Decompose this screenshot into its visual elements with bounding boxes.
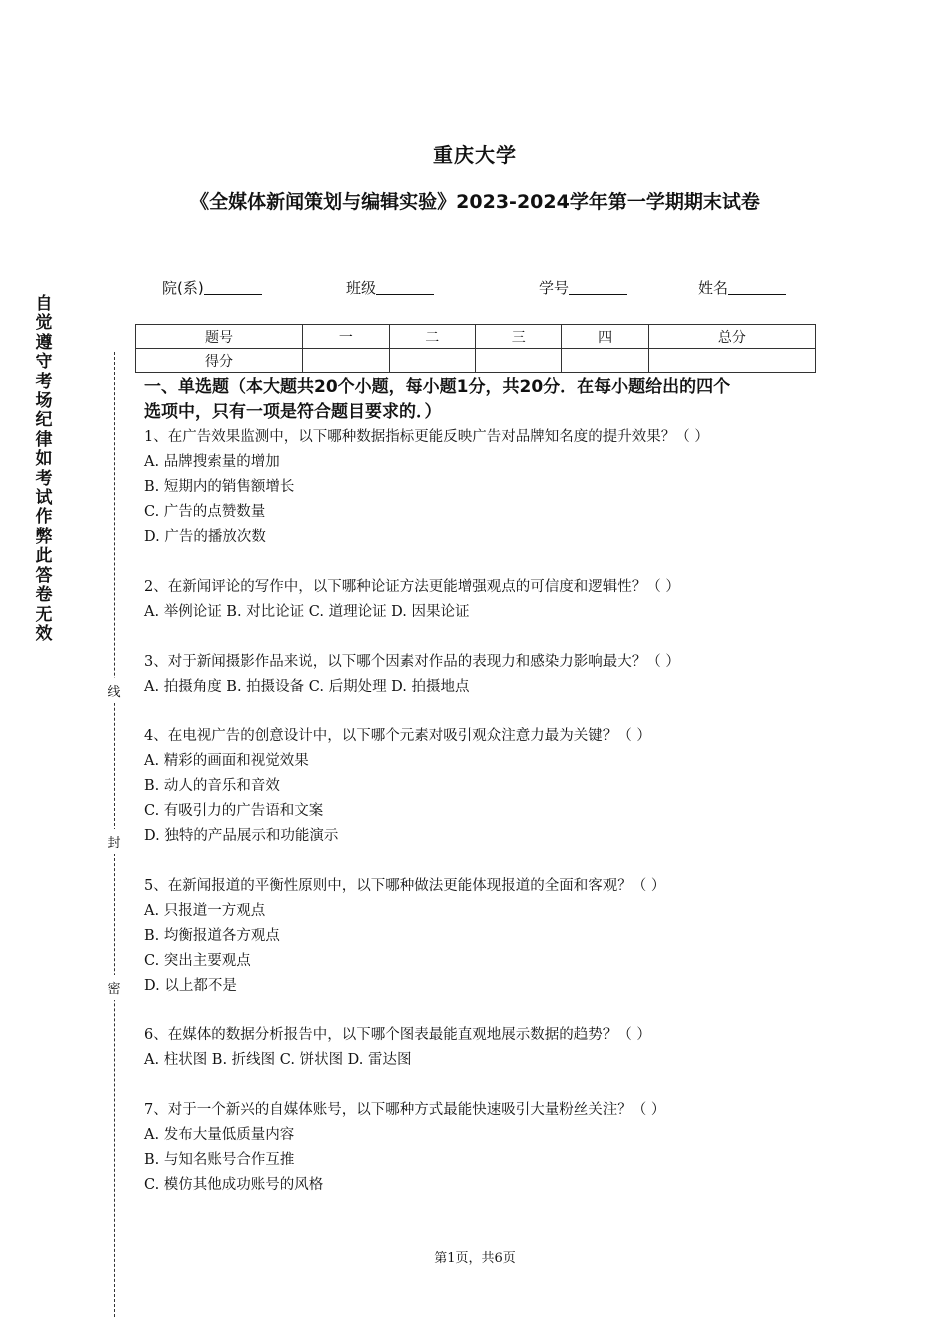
student-id-field [539,277,627,298]
score-table-cell: 总分 [648,325,815,349]
score-cell [648,349,815,373]
class-label: 班级 [346,279,377,297]
department-blank [204,280,262,295]
question-stem: 4、在电视广告的创意设计中，以下哪个元素对吸引观众注意力最为关键？（ ） [144,728,651,744]
question-option: C. 突出主要观点 [144,953,251,969]
question-3 [144,650,844,700]
student-id-label: 学号 [539,279,570,297]
question-4 [144,724,844,849]
score-table [135,324,816,373]
question-stem: 5、在新闻报道的平衡性原则中，以下哪种做法更能体现报道的全面和客观？（ ） [144,878,666,894]
question-option: B. 均衡报道各方观点 [144,928,280,944]
question-option: D. 独特的产品展示和功能演示 [144,828,339,844]
question-option: B. 短期内的销售额增长 [144,479,295,495]
score-table-cell: 二 [389,325,475,349]
score-table-cell: 题号 [136,325,303,349]
question-option: D. 广告的播放次数 [144,529,266,545]
score-table-cell: 三 [475,325,561,349]
question-1 [144,425,844,550]
section-heading [144,375,819,425]
seal-mark-secret: 密 [106,975,122,1000]
question-stem: 3、对于新闻摄影作品来说，以下哪个因素对作品的表现力和感染力影响最大？（ ） [144,654,680,670]
score-row-label: 得分 [136,349,303,373]
question-option: C. 模仿其他成功账号的风格 [144,1177,324,1193]
question-option: C. 广告的点赞数量 [144,504,266,520]
question-option: A. 只报道一方观点 [144,903,266,919]
university-name: 重庆大学 [433,143,517,167]
question-option: A. 发布大量低质量内容 [144,1127,295,1143]
question-2 [144,575,844,625]
score-cell [562,349,648,373]
name-blank [728,280,786,295]
section-heading-line: 选项中，只有一项是符合题目要求的．） [144,402,442,422]
exam-discipline-notice: 自觉遵守考场纪律如考试作弊此答卷无效 [35,294,53,644]
score-table-cell: 一 [303,325,389,349]
seal-mark-line: 线 [106,678,122,703]
score-cell [389,349,475,373]
name-field [698,277,786,298]
score-table-score-row [136,349,816,373]
score-cell [475,349,561,373]
page-footer: 第1页，共6页 [434,1251,516,1266]
score-table-header-row [136,325,816,349]
question-5 [144,874,844,999]
name-label: 姓名 [698,279,729,297]
question-option: B. 与知名账号合作互推 [144,1152,295,1168]
question-7 [144,1098,844,1198]
department-field [162,277,262,298]
department-label: 院(系) [162,279,204,297]
question-option: A. 拍摄角度 B. 拍摄设备 C. 后期处理 D. 拍摄地点 [144,679,470,695]
section-heading-line: 一、单选题（本大题共20个小题，每小题1分，共20分．在每小题给出的四个 [144,377,731,397]
score-table-cell: 四 [562,325,648,349]
question-option: A. 品牌搜索量的增加 [144,454,280,470]
class-field [346,277,434,298]
class-blank [376,280,434,295]
question-stem: 7、对于一个新兴的自媒体账号，以下哪种方式最能快速吸引大量粉丝关注？（ ） [144,1102,666,1118]
exam-title: 《全媒体新闻策划与编辑实验》2023-2024学年第一学期期末试卷 [190,191,760,213]
question-option: C. 有吸引力的广告语和文案 [144,803,324,819]
student-id-blank [569,280,627,295]
question-stem: 6、在媒体的数据分析报告中，以下哪个图表最能直观地展示数据的趋势？（ ） [144,1027,651,1043]
seal-mark-seal: 封 [106,829,122,854]
question-option: A. 柱状图 B. 折线图 C. 饼状图 D. 雷达图 [144,1052,412,1068]
question-option: B. 动人的音乐和音效 [144,778,280,794]
question-option: A. 举例论证 B. 对比论证 C. 道理论证 D. 因果论证 [144,604,470,620]
question-option: A. 精彩的画面和视觉效果 [144,753,309,769]
question-option: D. 以上都不是 [144,978,237,994]
question-6 [144,1023,844,1073]
question-stem: 1、在广告效果监测中，以下哪种数据指标更能反映广告对品牌知名度的提升效果？（ ） [144,429,709,445]
score-cell [303,349,389,373]
question-stem: 2、在新闻评论的写作中，以下哪种论证方法更能增强观点的可信度和逻辑性？（ ） [144,579,680,595]
